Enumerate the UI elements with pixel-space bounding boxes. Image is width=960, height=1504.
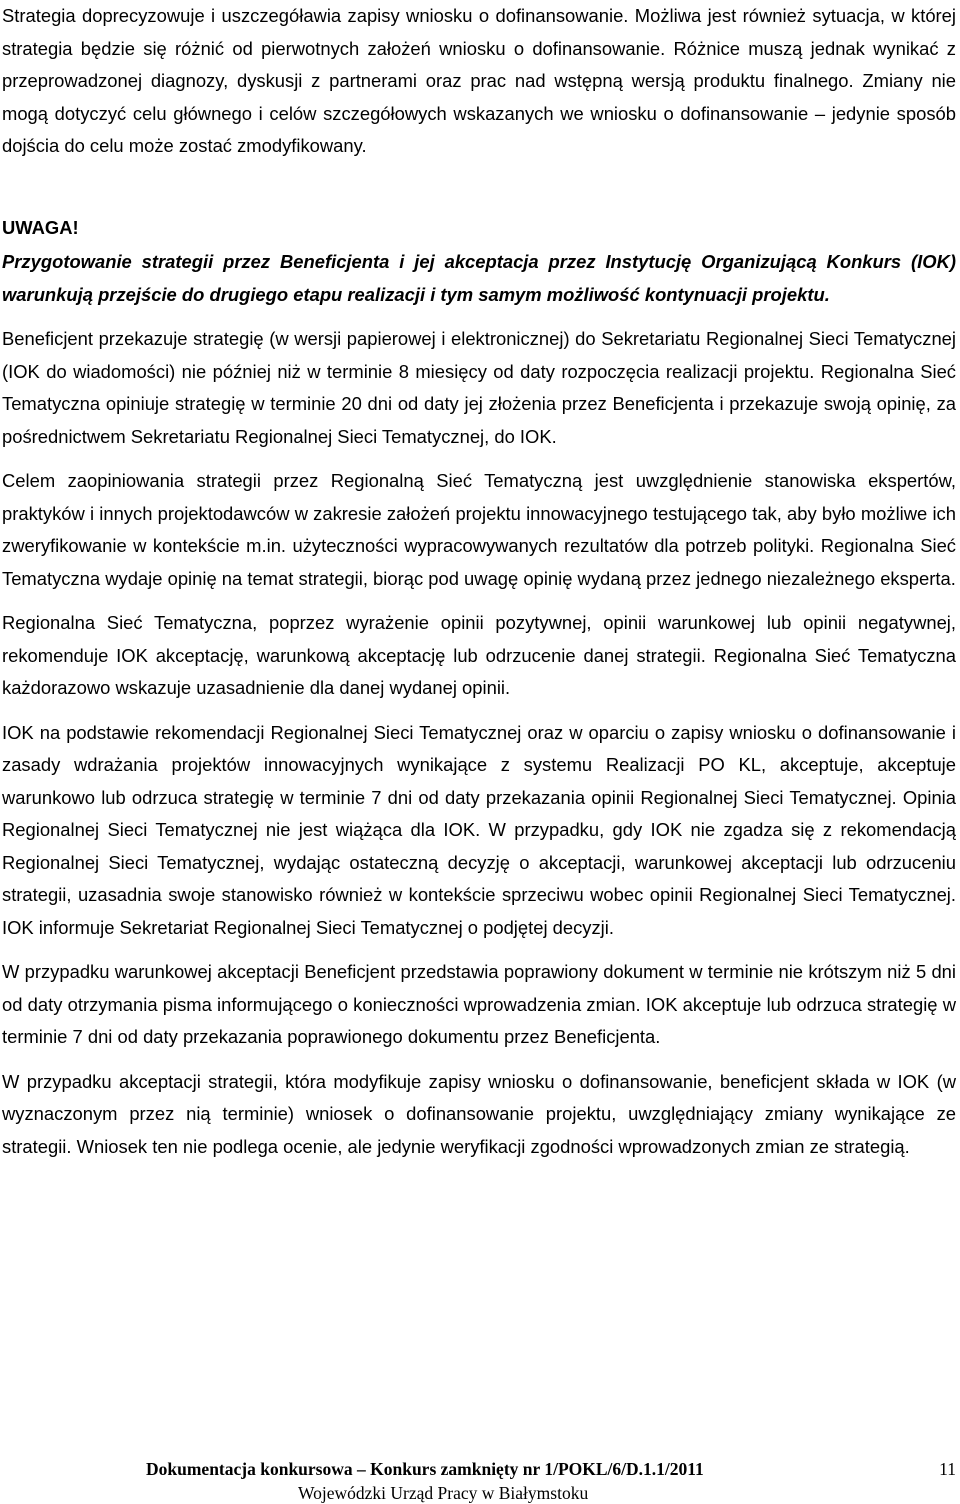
document-body [2,0,956,1163]
paragraph-opinion-purpose: Celem zaopiniowania strategii przez Regionalną Sieć Tematyczną jest uwzględnienie stanowiska ekspertów, praktyków i innych projektodawców w zakresie założeń projektu innowacyjnego testującego tak, aby było możliwe ich zweryfikowanie w kontekście m.in. użyteczności wypracowywanych rezultatów dla potrzeb polityki. Regionalna Sieć Tematyczna wydaje opinię na temat strategii, biorąc pod uwagę opinię wydaną przez jednego niezależnego eksperta. [2,470,956,589]
paragraph-submission: Beneficjent przekazuje strategię (w wersji papierowej i elektronicznej) do Sekretariatu Regionalnej Sieci Tematycznej (IOK do wiadomości) nie później niż w terminie 8 miesięcy od daty rozpoczęcia realizacji projektu. Regionalna Sieć Tematyczna opiniuje strategię w terminie 20 dni od daty jej złożenia przez Beneficjenta i przekazuje swoją opinię, za pośrednictwem Sekretariatu Regionalnej Sieci Tematycznej, do IOK. [2,328,956,447]
paragraph-iok-decision: IOK na podstawie rekomendacji Regionalnej Sieci Tematycznej oraz w oparciu o zapisy wniosku o dofinansowanie i zasady wdrażania projektów innowacyjnych wynikające z systemu Realizacji PO KL, akceptuje, akceptuje warunkowo lub odrzuca strategię w terminie 7 dni od daty przekazania opinii Regionalnej Sieci Tematycznej. Opinia Regionalnej Sieci Tematycznej nie jest wiążąca dla IOK. W przypadku, gdy IOK nie zgadza się z rekomendacją Regionalnej Sieci Tematycznej, wydając ostateczną decyzję o akceptacji, warunkowej akceptacji lub odrzuceniu strategii, uzasadnia swoje stanowisko również w kontekście sprzeciwu wobec opinii Regionalnej Sieci Tematycznej. IOK informuje Sekretariat Regionalnej Sieci Tematycznej o podjętej decyzji. [2,721,956,938]
footer-institution: Wojewódzki Urząd Pracy w Białymstoku [298,1483,589,1503]
warning-text: Przygotowanie strategii przez Beneficjenta i jej akceptacja przez Instytucję Organizującą Konkurs (IOK) warunkują przejście do drugiego etapu realizacji i tym samym możliwość kontynuacji projektu. [2,251,956,305]
warning-heading: UWAGA! [2,216,79,238]
paragraph-strategy-intro: Strategia doprecyzowuje i uszczegóławia zapisy wniosku o dofinansowanie. Możliwa jest również sytuacja, w której strategia będzie się różnić od pierwotnych założeń wniosku o dofinansowanie. Różnice muszą jednak wynikać z przeprowadzonej diagnozy, dyskusji z partnerami oraz prac nad wstępną wersją produktu finalnego. Zmiany nie mogą dotyczyć celu głównego i celów szczegółowych wskazanych we wniosku o dofinansowanie – jedynie sposób dojścia do celu może zostać zmodyfikowany. [2,5,956,156]
page-number: 11 [939,1459,956,1479]
paragraph-acceptance-modification: W przypadku akceptacji strategii, która modyfikuje zapisy wniosku o dofinansowanie, beneficjent składa w IOK (w wyznaczonym przez nią terminie) wniosek o dofinansowanie projektu, uwzględniający zmiany wynikające ze strategii. Wniosek ten nie podlega ocenie, ale jedynie weryfikacji zgodności wprowadzonych zmian ze strategią. [2,1070,956,1157]
footer-title: Dokumentacja konkursowa – Konkurs zamknięty nr 1/POKL/6/D.1.1/2011 [146,1459,704,1479]
paragraph-recommendation: Regionalna Sieć Tematyczna, poprzez wyrażenie opinii pozytywnej, opinii warunkowej lub opinii negatywnej, rekomenduje IOK akceptację, warunkową akceptację lub odrzucenie danej strategii. Regionalna Sieć Tematyczna każdorazowo wskazuje uzasadnienie dla danej wydanej opinii. [2,612,956,698]
paragraph-conditional-acceptance: W przypadku warunkowej akceptacji Beneficjent przedstawia poprawiony dokument w terminie nie krótszym niż 5 dni od daty otrzymania pisma informującego o konieczności wprowadzenia zmian. IOK akceptuje lub odrzuca strategię w terminie 7 dni od daty przekazania poprawionego dokumentu przez Beneficjenta. [2,961,956,1047]
